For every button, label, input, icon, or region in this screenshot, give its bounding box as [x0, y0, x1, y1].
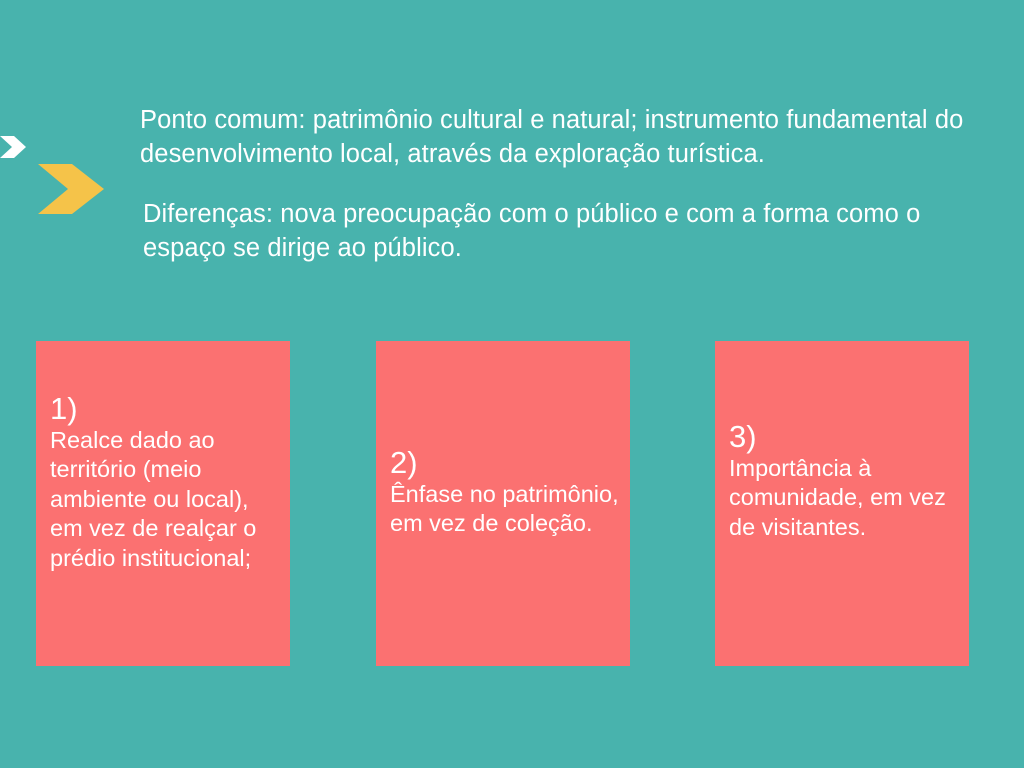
card-1-content: [50, 393, 280, 574]
card-2-content: [390, 447, 620, 539]
intro-text-block: [140, 104, 970, 266]
chevron-right-large-icon: [38, 158, 106, 220]
card-1-text: Realce dado ao território (meio ambiente ou local), em vez de realçar o prédio institucional;: [50, 426, 257, 571]
card-1: [36, 341, 290, 666]
card-3: [715, 341, 969, 666]
card-2-number: 2): [390, 445, 418, 480]
card-3-number: 3): [729, 419, 757, 454]
card-3-text: Importância à comunidade, em vez de visitantes.: [729, 454, 946, 540]
card-1-number: 1): [50, 391, 78, 426]
card-2-text: Ênfase no patrimônio, em vez de coleção.: [390, 480, 619, 537]
card-3-content: [729, 421, 959, 542]
card-2: [376, 341, 630, 666]
paragraph-diferencas: Diferenças: nova preocupação com o público e com a forma como o espaço se dirige ao público.: [143, 199, 921, 262]
paragraph-ponto-comum: Ponto comum: patrimônio cultural e natural; instrumento fundamental do desenvolvimento local, através da exploração turística.: [140, 106, 964, 168]
cards-row: [36, 341, 988, 666]
chevron-right-small-icon: [0, 132, 30, 162]
